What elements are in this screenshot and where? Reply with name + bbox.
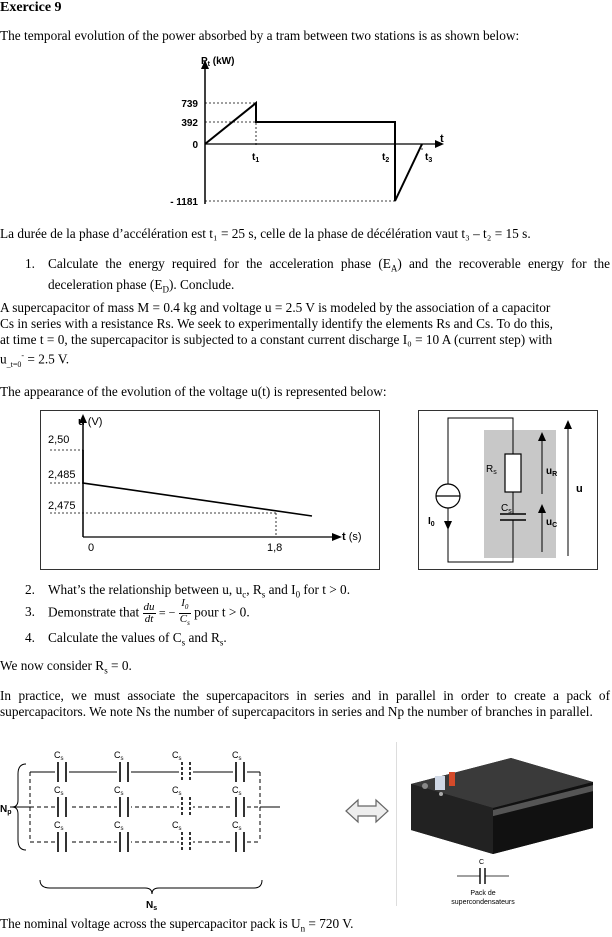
supercap-paragraph-line4: $u_{\_t=0}^- = 2.5$ V. bbox=[0, 351, 70, 370]
svg-text:Cs: $C_s$ bbox=[232, 785, 242, 797]
q1-text: Calculate the energy required for the acceleration phase $(E_A)$ and the recoverable energy for the deceleration phase $(E_D)$. Conclude. bbox=[48, 256, 610, 295]
power-xtick-t3: $t_3$ bbox=[425, 152, 433, 164]
pack-ns-label: $N_s$ bbox=[146, 900, 158, 910]
power-tick-739: 739 bbox=[181, 99, 198, 110]
photo-caption-line2: supercondensateurs bbox=[451, 899, 515, 906]
power-xtick-t1: $t_1$ bbox=[252, 152, 260, 164]
q4-text: Calculate the values of $C_s$ and $R_s$. bbox=[48, 630, 227, 648]
nominal-voltage-paragraph: The nominal voltage across the supercapacitor pack is $U_n = 720$ V. bbox=[0, 916, 354, 934]
duration-paragraph: La durée de la phase d’accélération est t₁ = 25 s, celle de la phase de décélération vaut t₃ – t₂ = 15 s. bbox=[0, 226, 531, 241]
circuit-label-u: u bbox=[576, 483, 583, 495]
voltage-tick-2485: 2,485 bbox=[48, 469, 76, 481]
appearance-paragraph: The appearance of the evolution of the voltage u(t) is represented below: bbox=[0, 384, 387, 399]
svg-text:Cs: $C_s$ bbox=[172, 820, 182, 832]
intro-paragraph: The temporal evolution of the power absorbed by a tram between two stations is as shown below: bbox=[0, 28, 520, 43]
voltage-ylabel: u (V) bbox=[78, 416, 103, 428]
q3-number: 3. bbox=[25, 604, 35, 619]
power-ylabel: $P_t$ (kW) bbox=[201, 56, 235, 68]
svg-text:Cs: $C_s$ bbox=[114, 820, 124, 832]
power-graph bbox=[160, 54, 460, 214]
q3-suffix: pour t > 0. bbox=[194, 604, 250, 620]
power-tick-0: 0 bbox=[192, 140, 198, 151]
svg-text:Cs: $C_s$ bbox=[54, 785, 64, 797]
q3-rhs-fraction: $\frac{I_0}{C_s}$ bbox=[179, 597, 190, 628]
supercap-paragraph-line3: at time t = 0, the supercapacitor is subjected to a constant current discharge I₀ = 10 A (current step) with bbox=[0, 332, 553, 347]
power-tick-392: 392 bbox=[181, 118, 198, 129]
circuit-label-i0: $I_0$ bbox=[428, 516, 435, 528]
svg-text:Cs: $C_s$ bbox=[232, 820, 242, 832]
rs-zero-paragraph: We now consider $R_s = 0$. bbox=[0, 658, 132, 676]
voltage-xtick-18: 1,8 bbox=[267, 542, 283, 554]
svg-text:Cs: $C_s$ bbox=[232, 750, 242, 762]
svg-text:Cs: $C_s$ bbox=[172, 750, 182, 762]
circuit-label-ur: $u_R$ bbox=[546, 466, 558, 478]
supercap-pack-photo bbox=[397, 742, 611, 906]
supercap-paragraph-line1: A supercapacitor of mass M = 0.4 kg and voltage u = 2.5 V is modeled by the association of a capacitor bbox=[0, 300, 551, 315]
q2-number: 2. bbox=[25, 582, 35, 597]
q4-number: 4. bbox=[25, 630, 35, 645]
power-tick-1181: - 1181 bbox=[170, 197, 198, 208]
q3-lhs-fraction: $\frac{du}{dt}$ bbox=[143, 601, 155, 626]
svg-text:Cs: $C_s$ bbox=[54, 820, 64, 832]
circuit-supercap-box bbox=[484, 430, 556, 558]
q3-prefix: Demonstrate that bbox=[48, 604, 140, 620]
svg-text:Cs: $C_s$ bbox=[114, 750, 124, 762]
svg-text:Cs: $C_s$ bbox=[114, 785, 124, 797]
power-xlabel: t bbox=[440, 133, 444, 145]
voltage-xtick-0: 0 bbox=[88, 542, 95, 554]
voltage-graph bbox=[40, 410, 380, 570]
photo-caption-line1: Pack de bbox=[470, 890, 496, 897]
practice-paragraph: In practice, we must associate the supercapacitors in series and in parallel in order to create a pack of supercapacitors. We note Ns the number of supercapacitors in series and Np the number of branches in parallel. bbox=[0, 688, 610, 719]
equivalence-double-arrow-icon bbox=[344, 798, 390, 824]
pack-np-label: $N_p$ bbox=[0, 804, 12, 816]
supercap-pack-diagram bbox=[0, 742, 300, 910]
q1-number: 1. bbox=[25, 256, 35, 271]
supercap-circuit bbox=[418, 410, 598, 570]
q2-text: What’s the relationship between u, $u_c$, $R_s$ and $I_0$ for t > 0. bbox=[48, 582, 351, 600]
exercise-title: Exercice 9 bbox=[0, 0, 62, 15]
circuit-label-uc: $u_C$ bbox=[546, 517, 558, 529]
circuit-label-cs: $C_s$ bbox=[501, 503, 512, 515]
svg-text:Cs: $C_s$ bbox=[172, 785, 182, 797]
pack-photo-panel bbox=[396, 742, 611, 906]
voltage-curve bbox=[83, 450, 312, 516]
voltage-xlabel: t (s) bbox=[342, 531, 362, 543]
photo-cap-label: C bbox=[479, 859, 485, 866]
power-curve bbox=[205, 103, 422, 201]
resistor-rs bbox=[505, 454, 521, 492]
voltage-tick-250: 2,50 bbox=[48, 434, 70, 446]
svg-text:Cs: $C_s$ bbox=[54, 750, 64, 762]
q3-text: Demonstrate that $\frac{du}{dt}$ = − $\frac{I_0}{C_s}$ pour t > 0. bbox=[48, 597, 250, 628]
voltage-tick-2475: 2,475 bbox=[48, 500, 76, 512]
power-xtick-t2: $t_2$ bbox=[382, 152, 390, 164]
supercap-paragraph-line2: Cs in series with a resistance Rs. We seek to experimentally identify the elements Rs and Cs. To do this, bbox=[0, 316, 553, 331]
circuit-label-rs: $R_s$ bbox=[486, 464, 497, 476]
